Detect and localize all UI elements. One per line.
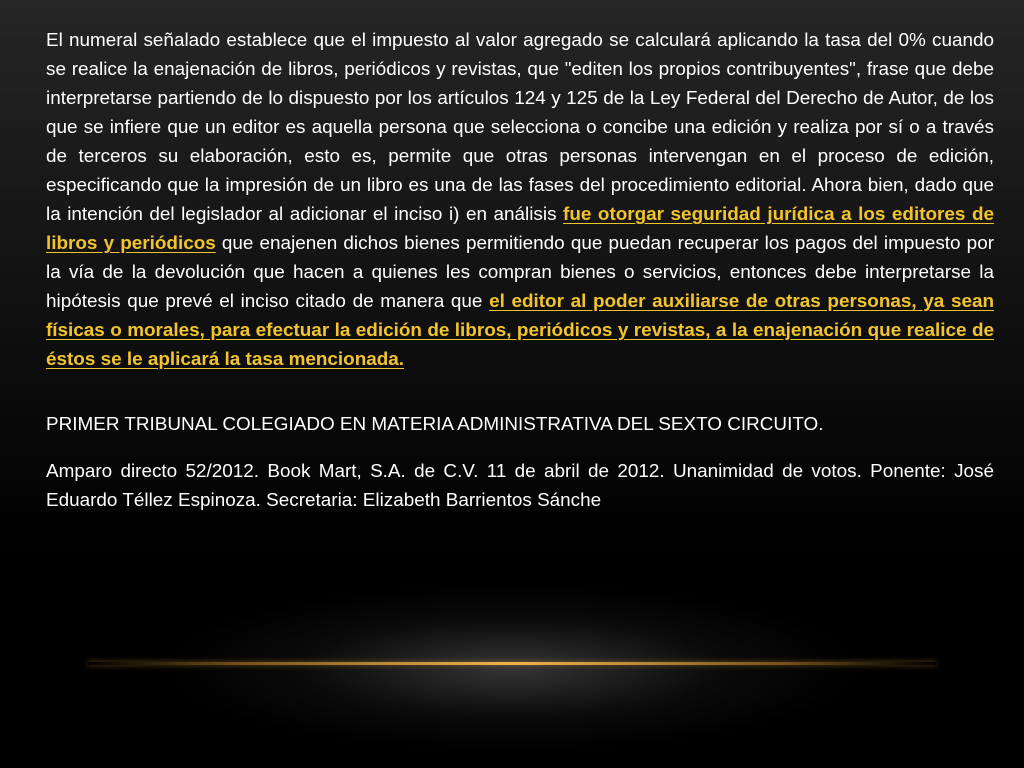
highlighted-phrase-1: fue otorgar seguridad jurídica a los editores de libros y periódicos [46,204,994,254]
case-citation: Amparo directo 52/2012. Book Mart, S.A. de C.V. 11 de abril de 2012. Unanimidad de votos. Ponente: José Eduardo Téllez Espinoza. Secretaria: Elizabeth Barrientos Sánche [46,461,994,511]
main-paragraph-text-2: que enajenen dichos bienes permitiendo que puedan recuperar los pagos del impuesto por la vía de la devolución que hacen a quienes les compran bienes o servicios, entonces debe interpretarse la hipótesis que prevé el inciso citado de manera que [46,233,994,312]
decorative-divider-line [88,662,936,665]
main-paragraph-text-1: El numeral señalado establece que el impuesto al valor agregado se calculará aplicando la tasa del 0% cuando se realice la enajenación de libros, periódicos y revistas, que "editen los propios contribuyentes", frase que debe interpretarse partiendo de lo dispuesto por los artículos 124 y 125 de la Ley Federal del Derecho de Autor, de los que se infiere que un editor es aquella persona que selecciona o concibe una edición y realiza por sí o a través de terceros su elaboración, esto es, permite que otras personas intervengan en el proceso de edición, especificando que la impresión de un libro es una de las fases del procedimiento editorial. Ahora bien, dado que la intención del legislador al adicionar el inciso i) en análisis [46,30,994,225]
court-name: PRIMER TRIBUNAL COLEGIADO EN MATERIA ADMINISTRATIVA DEL SEXTO CIRCUITO. [46,414,824,435]
main-paragraph [46,26,994,374]
slide-content [46,26,994,515]
highlighted-phrase-2: el editor al poder auxiliarse de otras personas, ya sean físicas o morales, para efectuar la edición de libros, periódicos y revistas, a la enajenación que realice de éstos se le aplicará la tasa mencionada. [46,291,994,370]
